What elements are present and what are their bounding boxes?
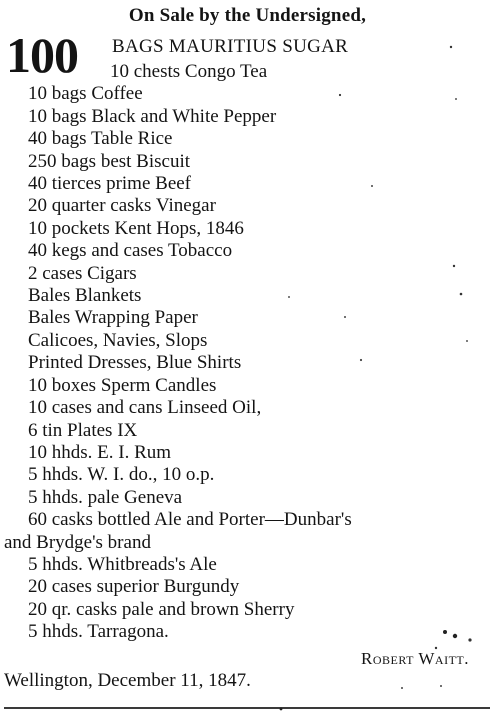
merchant-signature: Robert Waitt. — [360, 649, 469, 668]
list-item: 10 chests Congo Tea — [110, 61, 268, 82]
list-item: Bales Blankets — [28, 285, 142, 307]
list-item: 20 cases superior Burgundy — [28, 576, 240, 598]
list-item: 60 casks bottled Ale and Porter—Dunbar's — [28, 509, 352, 531]
list-item: 5 hhds. pale Geneva — [28, 486, 183, 508]
list-item: 5 hhds. Whitbreads's Ale — [28, 553, 217, 575]
list-item: 5 hhds. W. I. do., 10 o.p. — [28, 464, 215, 486]
bottom-rule — [4, 707, 490, 709]
list-item: Bales Wrapping Paper — [28, 307, 198, 329]
list-item: 6 tin Plates IX — [28, 419, 138, 441]
advertisement-heading: On Sale by the Undersigned, — [128, 5, 367, 26]
list-item: 10 hhds. E. I. Rum — [28, 441, 172, 463]
list-item: 20 qr. casks pale and brown Sherry — [28, 598, 295, 620]
list-item: 40 kegs and cases Tobacco — [28, 240, 233, 262]
lead-item-title: BAGS MAURITIUS SUGAR — [112, 36, 349, 57]
list-item: 20 quarter casks Vinegar — [28, 195, 216, 217]
goods-list — [0, 61, 352, 644]
list-item: 10 bags Black and White Pepper — [28, 105, 277, 127]
dateline: Wellington, December 11, 1847. — [4, 670, 251, 691]
list-item: 250 bags best Biscuit — [28, 150, 191, 172]
list-item: 10 cases and cans Linseed Oil, — [28, 397, 262, 419]
list-item: 2 cases Cigars — [28, 262, 137, 284]
list-item: 40 bags Table Rice — [28, 128, 173, 150]
list-item: 10 bags Coffee — [28, 83, 143, 105]
list-item: 40 tierces prime Beef — [28, 173, 192, 195]
list-item: Printed Dresses, Blue Shirts — [28, 352, 242, 374]
list-item-continuation: and Brydge's brand — [4, 531, 151, 553]
list-item: 10 pockets Kent Hops, 1846 — [28, 217, 244, 239]
list-item: 5 hhds. Tarragona. — [28, 621, 169, 643]
list-item: Calicoes, Navies, Slops — [28, 329, 208, 351]
lead-quantity: 100 — [6, 27, 78, 83]
list-item: 10 boxes Sperm Candles — [28, 374, 217, 396]
